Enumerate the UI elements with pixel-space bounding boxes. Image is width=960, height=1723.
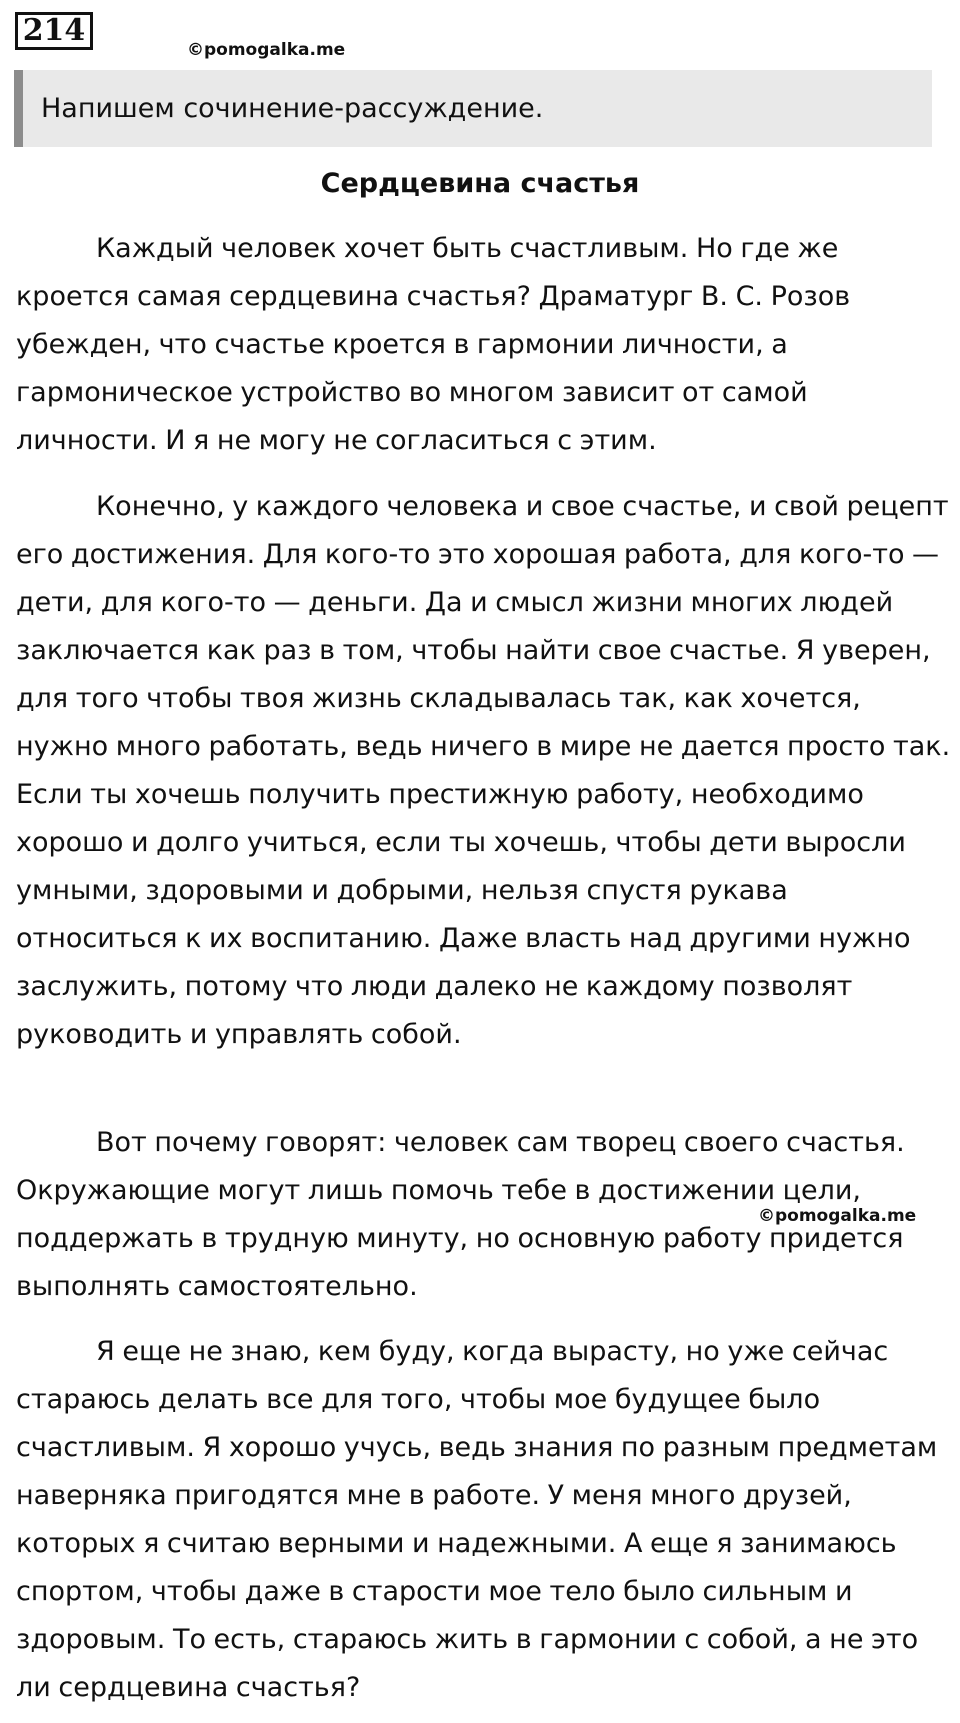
task-number: 214 [15,12,93,50]
task-instruction-bar [14,70,932,147]
watermark-middle: ©pomogalka.me [758,1206,917,1226]
task-instruction: Напишем сочинение-рассуждение. [41,93,544,124]
essay-paragraph-4: Я еще не знаю, кем буду, когда вырасту, но уже сейчас стараюсь делать все для того, чтобы мое будущее было счастливым. Я хорошо учусь, ведь знания по разным предметам наверняка пригодятся мне в работе. У меня много друзей, которых я считаю верными и надежными. А еще я занимаюсь спортом, чтобы даже в старости мое тело было сильным и здоровым. То есть, стараюсь жить в гармонии с собой, а не это ли сердцевина счастья? [16,1336,938,1703]
essay-paragraph-3: Вот почему говорят: человек сам творец своего счастья. Окружающие могут лишь помочь тебе в достижении цели, поддержать в трудную минуту, но основную работу придется выполнять самостоятельно. [16,1127,905,1302]
watermark-top: ©pomogalka.me [187,40,346,60]
essay-paragraph-1: Каждый человек хочет быть счастливым. Но где же кроется самая сердцевина счастья? Драматург В. С. Розов убежден, что счастье кроется в гармонии личности, а гармоническое устройство во многом зависит от самой личности. И я не могу не согласиться с этим. [16,233,851,456]
essay-title: Сердцевина счастья [320,168,640,199]
essay-paragraph-2: Конечно, у каждого человека и свое счастье, и свой рецепт его достижения. Для кого-то это хорошая работа, для кого-то — дети, для кого-то — деньги. Да и смысл жизни многих людей заключается как раз в том, чтобы найти свое счастье. Я уверен, для того чтобы твоя жизнь складывалась так, как хочется, нужно много работать, ведь ничего в мире не дается просто так. Если ты хочешь получить престижную работу, необходимо хорошо и долго учиться, если ты хочешь, чтобы дети выросли умными, здоровыми и добрыми, нельзя спустя рукава относиться к их воспитанию. Даже власть над другими нужно заслужить, потому что люди далеко не каждому позволят руководить и управлять собой. [16,491,951,1050]
